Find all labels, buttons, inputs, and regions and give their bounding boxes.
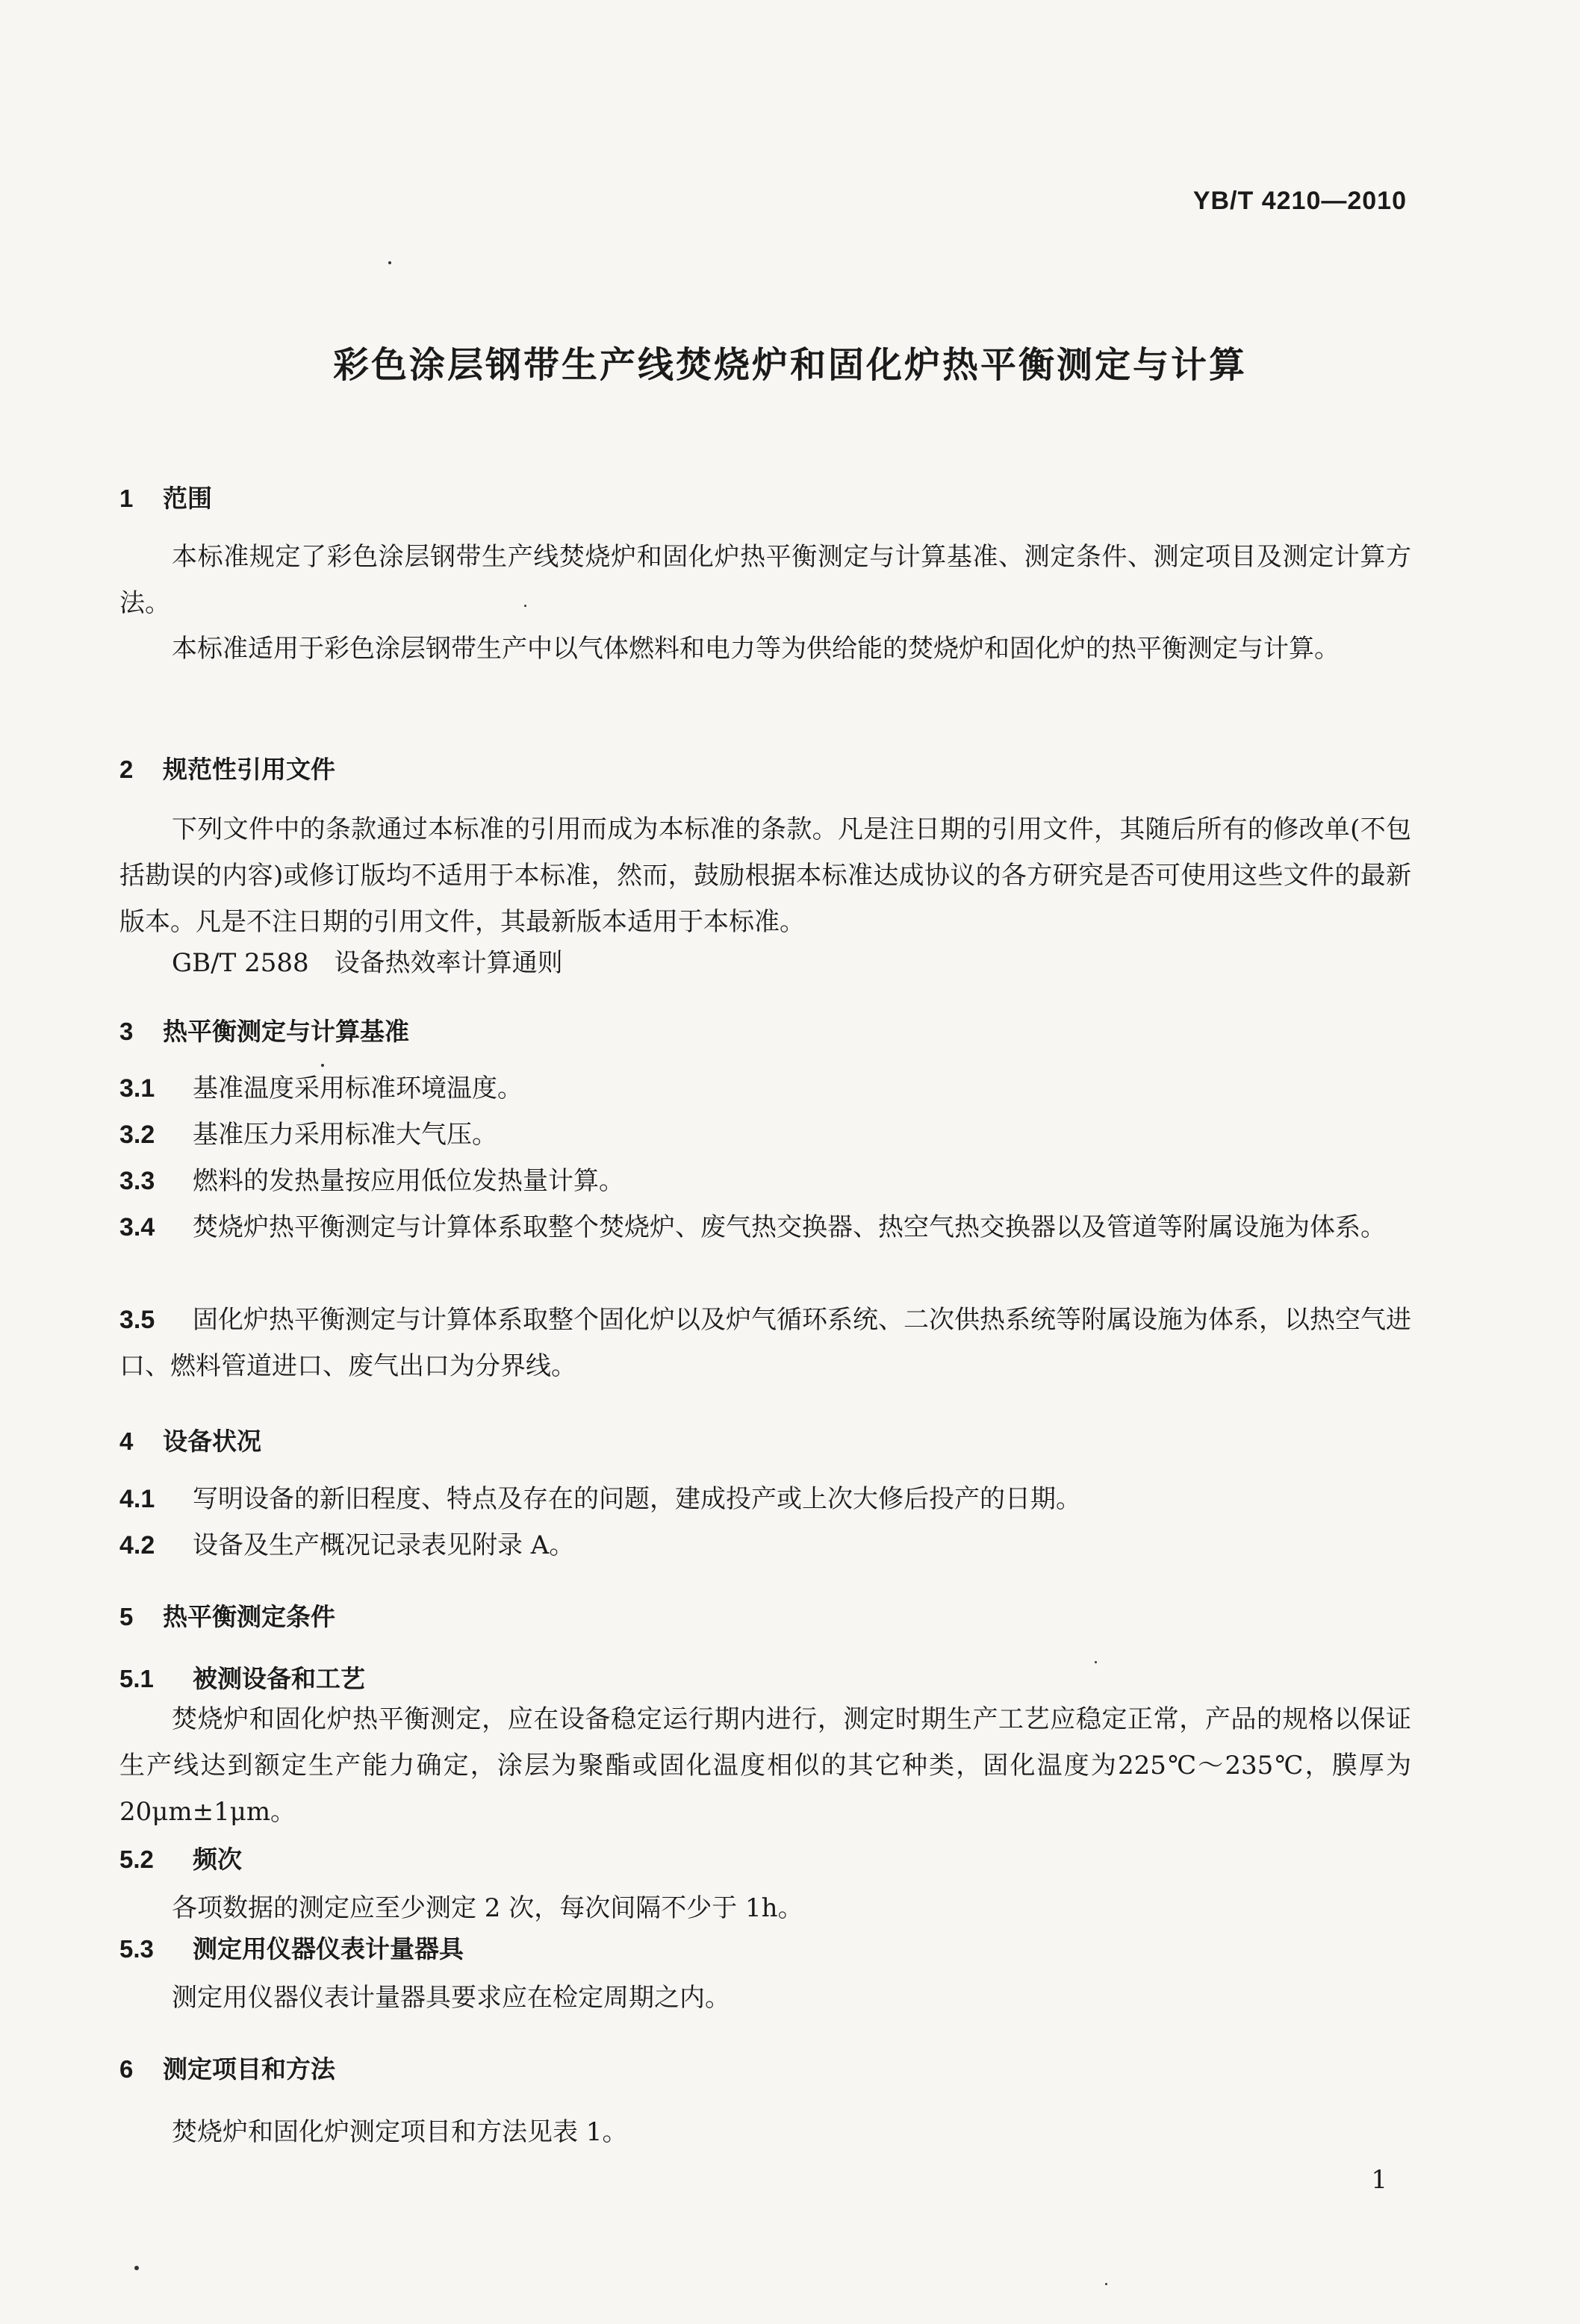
clause-text: 基准压力采用标准大气压。 bbox=[193, 1120, 497, 1150]
clause-3-4 bbox=[119, 1204, 1411, 1250]
section-number: 2 bbox=[119, 756, 134, 783]
section-6-paragraph-1: 焚烧炉和固化炉测定项目和方法见表 1。 bbox=[172, 2117, 628, 2147]
section-4-heading bbox=[119, 1422, 261, 1457]
subsection-title: 频次 bbox=[193, 1845, 242, 1874]
page-number: 1 bbox=[1371, 2165, 1387, 2195]
section-number: 4 bbox=[119, 1427, 134, 1455]
subsection-5-3-heading bbox=[119, 1930, 464, 1965]
scan-speck bbox=[1105, 2283, 1107, 2285]
subsection-5-1-text: 焚烧炉和固化炉热平衡测定，应在设备稳定运行期内进行，测定时期生产工艺应稳定正常，产品的规格以保证生产线达到额定生产能力确定，涂层为聚酯或固化温度相似的其它种类，固化温度为225℃～235℃，膜厚为 20μm±1μm。 bbox=[119, 1704, 1411, 1827]
clause-text: 设备及生产概况记录表见附录 A。 bbox=[193, 1530, 575, 1560]
subsection-number: 5.2 bbox=[119, 1845, 154, 1873]
section-5-heading bbox=[119, 1598, 335, 1633]
subsection-title: 被测设备和工艺 bbox=[193, 1664, 365, 1693]
section-1-heading bbox=[119, 479, 212, 514]
clause-number: 3.1 bbox=[119, 1074, 155, 1103]
section-2-paragraph-1: 下列文件中的条款通过本标准的引用而成为本标准的条款。凡是注日期的引用文件，其随后所有的修改单(不包括勘误的内容)或修订版均不适用于本标准，然而，鼓励根据本标准达成协议的各方研究是否可使用这些文件的最新版本。凡是不注日期的引用文件，其最新版本适用于本标准。 bbox=[119, 814, 1411, 937]
section-number: 3 bbox=[119, 1018, 134, 1045]
clause-text: 固化炉热平衡测定与计算体系取整个固化炉以及炉气循环系统、二次供热系统等附属设施为体系，以热空气进口、燃料管道进口、废气出口为分界线。 bbox=[119, 1305, 1411, 1381]
standard-code: YB/T 4210—2010 bbox=[1192, 187, 1407, 215]
scan-speck bbox=[134, 2266, 139, 2270]
clause-number: 3.3 bbox=[119, 1167, 155, 1195]
clause-text: 焚烧炉热平衡测定与计算体系取整个焚烧炉、废气热交换器、热空气热交换器以及管道等附属设施为体系。 bbox=[193, 1212, 1386, 1242]
section-title: 规范性引用文件 bbox=[163, 755, 335, 784]
section-title: 测定项目和方法 bbox=[163, 2054, 335, 2084]
clause-3-5 bbox=[119, 1297, 1411, 1389]
clause-3-3 bbox=[119, 1158, 1411, 1204]
section-2-heading bbox=[119, 750, 335, 785]
clause-text: 基准温度采用标准环境温度。 bbox=[193, 1074, 523, 1103]
clause-3-1 bbox=[119, 1065, 1411, 1112]
subsection-number: 5.1 bbox=[119, 1665, 154, 1692]
clause-number: 4.2 bbox=[119, 1531, 155, 1560]
clause-number: 3.5 bbox=[119, 1306, 155, 1334]
clause-number: 3.4 bbox=[119, 1213, 155, 1242]
section-1-paragraph-2: 本标准适用于彩色涂层钢带生产中以气体燃料和电力等为供给能的焚烧炉和固化炉的热平衡测定与计算。 bbox=[172, 634, 1340, 664]
clause-4-2 bbox=[119, 1522, 1411, 1568]
clause-4-1 bbox=[119, 1476, 1411, 1522]
section-1-paragraph-1: 本标准规定了彩色涂层钢带生产线焚烧炉和固化炉热平衡测定与计算基准、测定条件、测定项目及测定计算方法。 bbox=[119, 542, 1411, 618]
section-title: 热平衡测定与计算基准 bbox=[163, 1017, 409, 1046]
clause-text: 写明设备的新旧程度、特点及存在的问题，建成投产或上次大修后投产的日期。 bbox=[193, 1484, 1081, 1514]
clause-3-2 bbox=[119, 1112, 1411, 1158]
section-number: 5 bbox=[119, 1603, 134, 1630]
clause-number: 3.2 bbox=[119, 1121, 155, 1149]
document-title: 彩色涂层钢带生产线焚烧炉和固化炉热平衡测定与计算 bbox=[332, 344, 1247, 386]
subsection-number: 5.3 bbox=[119, 1935, 154, 1963]
scan-speck bbox=[321, 1064, 324, 1067]
clause-text: 燃料的发热量按应用低位发热量计算。 bbox=[193, 1166, 624, 1196]
scan-speck bbox=[1095, 1661, 1097, 1663]
normative-reference: GB/T 2588 设备热效率计算通则 bbox=[172, 948, 563, 978]
subsection-5-1-heading bbox=[119, 1660, 365, 1695]
section-3-heading bbox=[119, 1012, 409, 1047]
section-number: 6 bbox=[119, 2055, 134, 2083]
scan-speck bbox=[524, 605, 526, 607]
clause-number: 4.1 bbox=[119, 1485, 155, 1513]
section-title: 范围 bbox=[163, 484, 212, 513]
subsection-5-3-text: 测定用仪器仪表计量器具要求应在检定周期之内。 bbox=[172, 1983, 730, 2013]
scan-speck bbox=[388, 261, 391, 264]
section-number: 1 bbox=[119, 485, 134, 512]
section-6-heading bbox=[119, 2050, 335, 2085]
subsection-5-2-heading bbox=[119, 1840, 242, 1875]
subsection-5-2-text: 各项数据的测定应至少测定 2 次，每次间隔不少于 1h。 bbox=[172, 1893, 803, 1923]
subsection-title: 测定用仪器仪表计量器具 bbox=[193, 1934, 464, 1963]
section-title: 设备状况 bbox=[163, 1427, 261, 1456]
section-title: 热平衡测定条件 bbox=[163, 1602, 335, 1631]
